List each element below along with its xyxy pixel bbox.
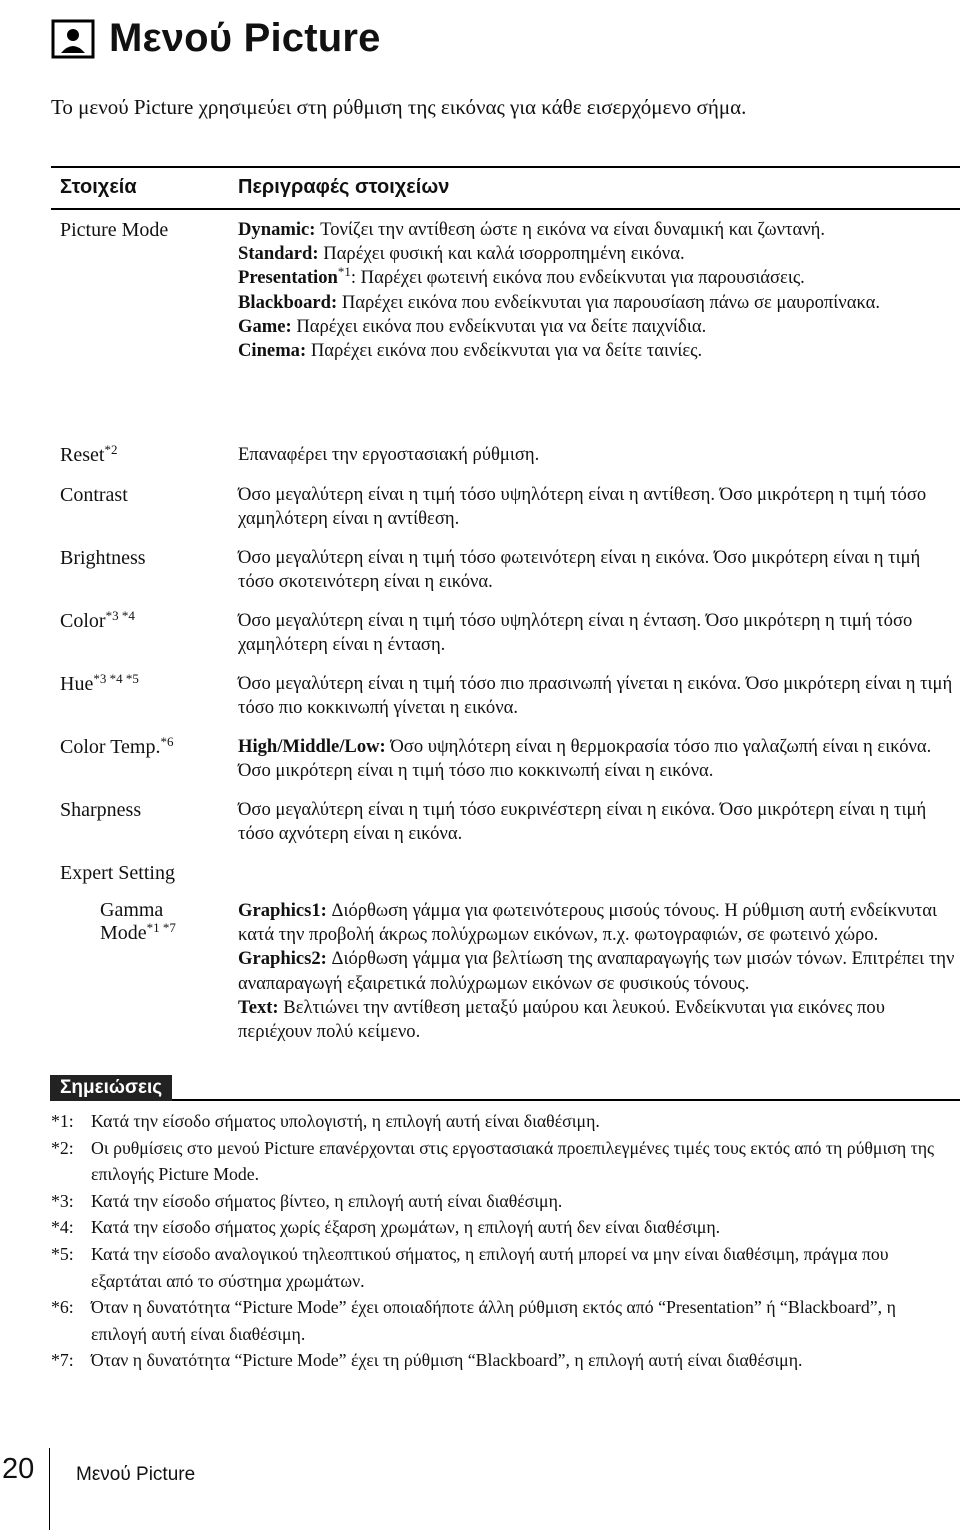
item-description: Όσο μεγαλύτερη είναι η τιμή τόσο ευκρινέστερη είναι η εικόνα. Όσο μικρότερη είναι η τιμή τόσο αχνότερη είναι η εικόνα.	[238, 799, 927, 845]
picture-menu-icon	[51, 19, 95, 59]
item-name: Gamma Mode$^{*1 *7}$	[100, 899, 176, 944]
item-name: Contrast	[60, 484, 128, 506]
option-graphics2: Graphics2:	[238, 948, 327, 970]
note-key: *4:	[51, 1217, 74, 1238]
page-header	[51, 16, 381, 61]
table-row-sharpness	[51, 798, 960, 861]
item-description: Όσο μεγαλύτερη είναι η τιμή τόσο φωτεινότερη είναι η εικόνα. Όσο μικρότερη είναι η τιμή τόσο σκοτεινότερη είναι η εικόνα.	[238, 547, 921, 593]
note-item	[51, 1214, 956, 1241]
note-text: Όταν η δυνατότητα “Picture Mode” έχει οποιαδήποτε άλλη ρύθμιση εκτός από “Presentation” ή “Blackboard”, η επιλογή αυτή είναι διαθέσιμη.	[91, 1297, 896, 1344]
option-standard: Standard:	[238, 243, 319, 265]
table-row-expert-setting	[51, 861, 960, 899]
note-item	[51, 1294, 956, 1347]
item-name: Reset$^{*2}$	[60, 442, 118, 466]
table-row-brightness	[51, 546, 960, 609]
page-number: 20	[2, 1453, 35, 1485]
table-row-color	[51, 609, 960, 672]
item-description: Όσο μεγαλύτερη είναι η τιμή τόσο υψηλότερη είναι η αντίθεση. Όσο μικρότερη η τιμή τόσο χαμηλότερη είναι η αντίθεση.	[238, 484, 927, 530]
header-items: Στοιχεία	[60, 176, 137, 198]
option-graphics1: Graphics1:	[238, 900, 327, 921]
option-text-mode: Text:	[238, 996, 279, 1018]
page-title: Μενού Picture	[109, 16, 381, 60]
note-text: Κατά την είσοδο σήματος βίντεο, η επιλογή αυτή είναι διαθέσιμη.	[91, 1190, 563, 1211]
item-description: Όσο μεγαλύτερη είναι η τιμή τόσο υψηλότερη είναι η ένταση. Όσο μικρότερη η τιμή τόσο χαμηλότερη είναι η ένταση.	[238, 610, 913, 656]
option-text: Παρέχει εικόνα που ενδείκνυται για παρουσίαση πάνω σε μαυροπίνακα.	[337, 291, 881, 313]
note-item	[51, 1135, 956, 1188]
table-row-hue	[51, 672, 960, 735]
settings-table	[51, 166, 960, 1101]
note-item	[51, 1347, 956, 1374]
footnote-ref: *1	[337, 264, 351, 280]
footer-section-title: Μενού Picture	[76, 1464, 196, 1485]
note-item	[51, 1108, 956, 1135]
item-name: Hue$^{*3 *4 *5}$	[60, 671, 139, 695]
item-description	[238, 899, 956, 1044]
option-blackboard: Blackboard:	[238, 291, 338, 313]
option-text: Βελτιώνει την αντίθεση μεταξύ μαύρου και λευκού. Ενδείκνυται για εικόνες που περιέχουν πολύ κείμενο.	[238, 996, 885, 1043]
note-key: *7:	[51, 1350, 74, 1371]
item-description: Όσο μεγαλύτερη είναι η τιμή τόσο πιο πρασινωπή γίνεται η εικόνα. Όσο μικρότερη είναι η τιμή τόσο πιο κοκκινωπή γίνεται η εικόνα.	[238, 673, 953, 719]
intro-text: Το μενού Picture χρησιμεύει στη ρύθμιση της εικόνας για κάθε εισερχόμενο σήμα.	[51, 95, 747, 119]
option-text: Τονίζει την αντίθεση ώστε η εικόνα να είναι δυναμική και ζωντανή.	[315, 219, 825, 240]
option-text: : Παρέχει φωτεινή εικόνα που ενδείκνυται για παρουσιάσεις.	[350, 267, 805, 289]
option-text: Παρέχει εικόνα που ενδείκνυται για να δείτε παιχνίδια.	[291, 315, 707, 337]
item-description	[238, 735, 956, 783]
note-key: *6:	[51, 1297, 74, 1318]
item-description: Επαναφέρει την εργοστασιακή ρύθμιση.	[238, 444, 540, 465]
item-name: Color$^{*3 *4}$	[60, 608, 135, 632]
item-name: Color Temp.$^{*6}$	[60, 734, 174, 758]
notes-label: Σημειώσεις	[50, 1075, 172, 1101]
table-row-contrast	[51, 483, 960, 546]
option-dynamic: Dynamic:	[238, 219, 316, 240]
option-text: Όσο υψηλότερη είναι η θερμοκρασία τόσο πιο γαλαζωπή είναι η εικόνα. Όσο μικρότερη είναι η τιμή τόσο πιο κοκκινωπή είναι η εικόνα.	[238, 736, 932, 782]
option-text: Παρέχει εικόνα που ενδείκνυται για να δείτε ταινίες.	[306, 340, 703, 362]
option-cinema: Cinema:	[238, 340, 307, 362]
note-key: *3:	[51, 1190, 74, 1211]
option-text: Διόρθωση γάμμα για βελτίωση της αναπαραγωγής των μισών τόνων. Επιτρέπει την αναπαραγωγή εξαιρετικά πολύχρωμων εικόνων σε φυσικούς τόνους.	[238, 948, 955, 994]
table-header	[51, 166, 960, 210]
option-key: High/Middle/Low:	[238, 736, 386, 757]
note-text: Κατά την είσοδο σήματος υπολογιστή, η επιλογή αυτή είναι διαθέσιμη.	[91, 1111, 600, 1131]
table-row-gamma-mode	[51, 899, 960, 1101]
item-name: Sharpness	[60, 799, 142, 821]
option-presentation: Presentation	[238, 267, 338, 289]
option-text: Διόρθωση γάμμα για φωτεινότερους μισούς τόνους. Η ρύθμιση αυτή ενδείκνυται κατά την προβολή άκρως πολύχρωμων εικόνων, π.χ. φωτογραφιών, σε φωτεινό χώρο.	[238, 900, 937, 946]
note-text: Όταν η δυνατότητα “Picture Mode” έχει τη ρύθμιση “Blackboard”, η επιλογή αυτή είναι διαθέσιμη.	[91, 1350, 803, 1371]
item-name: Picture Mode	[60, 219, 169, 241]
table-row-color-temp	[51, 735, 960, 798]
note-item	[51, 1241, 956, 1294]
item-name: Expert Setting	[60, 862, 175, 884]
option-game: Game:	[238, 315, 292, 337]
footer-divider	[49, 1448, 50, 1530]
note-key: *2:	[51, 1137, 74, 1158]
note-key: *1:	[51, 1111, 74, 1131]
option-text: Παρέχει φυσική και καλά ισορροπημένη εικόνα.	[318, 243, 685, 265]
item-name: Brightness	[60, 547, 146, 569]
table-row-picture-mode	[51, 210, 960, 443]
item-description	[238, 218, 956, 363]
note-text: Κατά την είσοδο σήματος χωρίς έξαρση χρωμάτων, η επιλογή αυτή δεν είναι διαθέσιμη.	[91, 1217, 721, 1238]
note-text: Κατά την είσοδο αναλογικού τηλεοπτικού σήματος, η επιλογή αυτή μπορεί να μην είναι διαθέσιμη, πράγμα που εξαρτάται από το σύστημα χρωμάτων.	[91, 1243, 889, 1291]
table-row-reset	[51, 443, 960, 483]
header-descriptions: Περιγραφές στοιχείων	[238, 176, 450, 198]
note-key: *5:	[51, 1243, 74, 1264]
notes-list	[51, 1108, 956, 1374]
note-item	[51, 1188, 956, 1215]
note-text: Οι ρυθμίσεις στο μενού Picture επανέρχονται στις εργοστασιακά προεπιλεγμένες τιμές τους εκτός από τη ρύθμιση της επιλογής Picture Mode.	[91, 1137, 935, 1185]
